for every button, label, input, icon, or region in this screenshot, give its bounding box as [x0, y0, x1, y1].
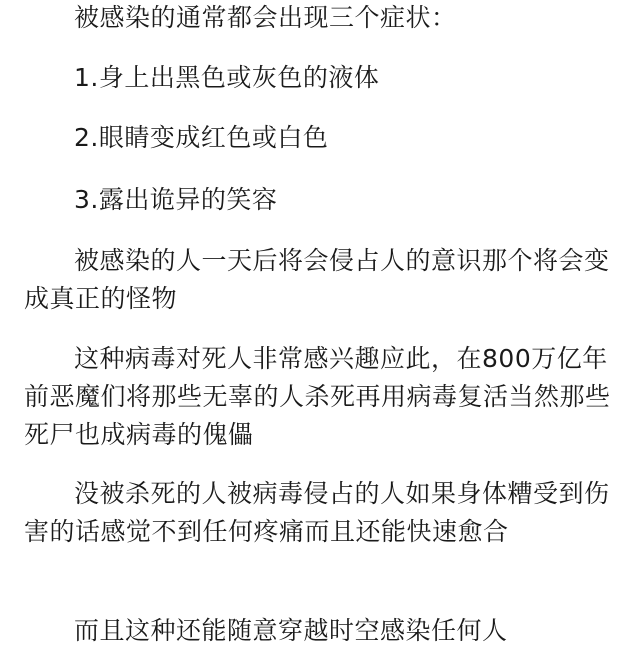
paragraph-virus-history: 这种病毒对死人非常感兴趣应此，在800万亿年前恶魔们将那些无辜的人杀死再用病毒复活当然那些死尸也成病毒的傀儡 — [24, 344, 611, 449]
paragraph-symptom-2: 2.眼睛变成红色或白色 — [74, 123, 329, 152]
paragraph-no-pain: 没被杀死的人被病毒侵占的人如果身体糟受到伤害的话感觉不到任何疼痛而且还能快速愈合 — [24, 479, 610, 546]
paragraph-symptom-3: 3.露出诡异的笑容 — [74, 185, 278, 214]
paragraph-time-travel: 而且这种还能随意穿越时空感染任何人 — [74, 616, 508, 645]
paragraph-symptom-1: 1.身上出黑色或灰色的液体 — [74, 63, 380, 92]
paragraph-symptoms-intro: 被感染的通常都会出现三个症状： — [74, 3, 457, 32]
paragraph-transformation: 被感染的人一天后将会侵占人的意识那个将会变成真正的怪物 — [24, 246, 610, 313]
